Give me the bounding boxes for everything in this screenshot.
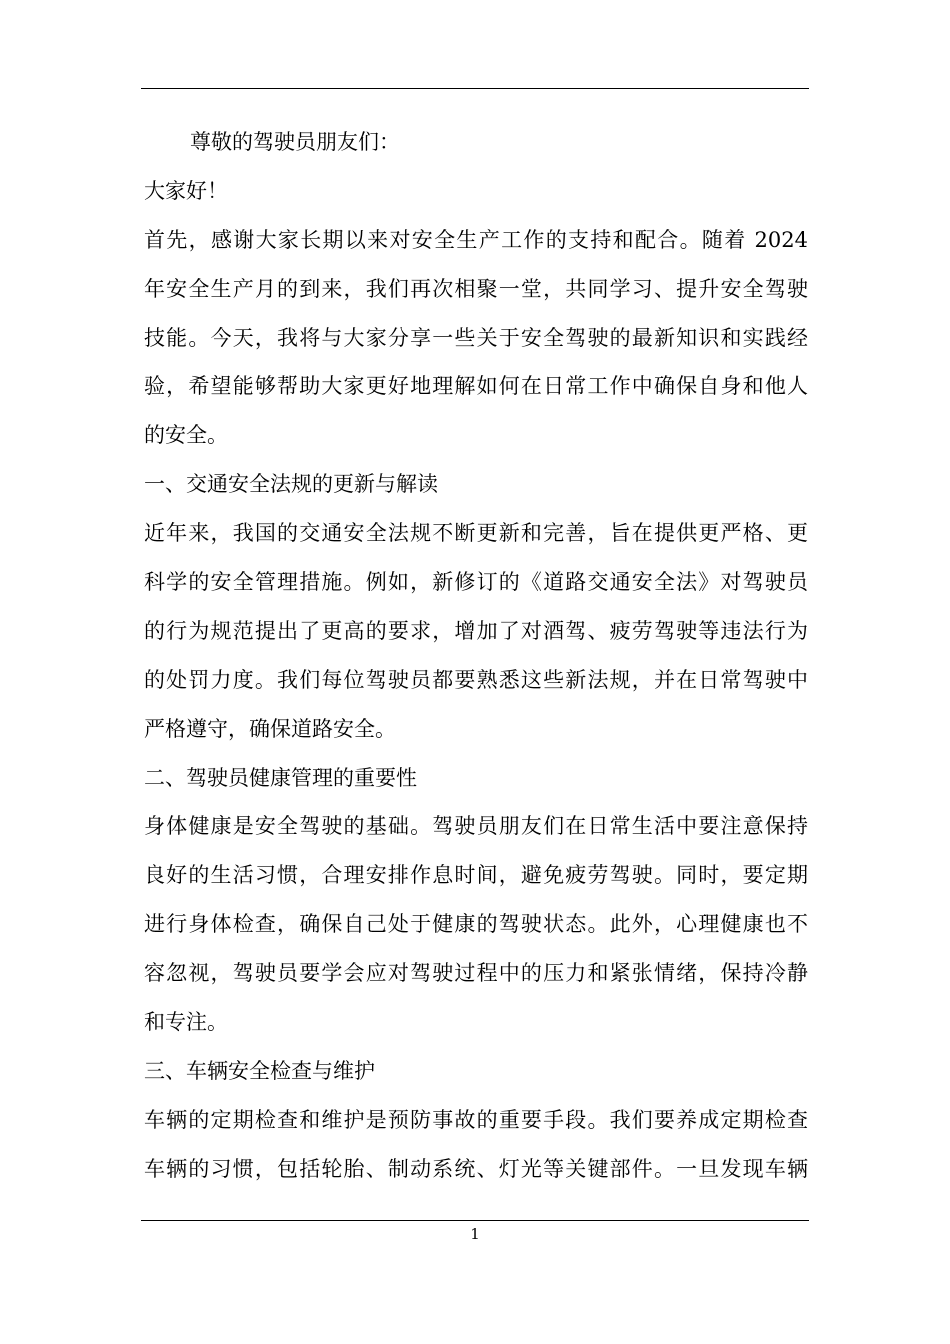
text-line: 科学的安全管理措施。例如，新修订的《道路交通安全法》对驾驶员: [144, 570, 808, 595]
document-body: [144, 118, 808, 1194]
header-rule: [141, 88, 809, 89]
text-line: 年安全生产月的到来，我们再次相聚一堂，共同学习、提升安全驾驶: [144, 276, 808, 301]
text-line: 验，希望能够帮助大家更好地理解如何在日常工作中确保自身和他人: [144, 374, 808, 399]
section-heading: 一、交通安全法规的更新与解读: [144, 472, 438, 497]
text-line: 近年来，我国的交通安全法规不断更新和完善，旨在提供更严格、更: [144, 521, 808, 546]
text-line: 技能。今天，我将与大家分享一些关于安全驾驶的最新知识和实践经: [144, 325, 808, 350]
text-line: 和专注。: [144, 1010, 228, 1035]
text-line: 车辆的定期检查和维护是预防事故的重要手段。我们要养成定期检查: [144, 1107, 808, 1132]
page-number: 1: [470, 1225, 480, 1243]
text-line: 的行为规范提出了更高的要求，增加了对酒驾、疲劳驾驶等违法行为: [144, 618, 808, 643]
text-line: 身体健康是安全驾驶的基础。驾驶员朋友们在日常生活中要注意保持: [144, 814, 808, 839]
text-line: 良好的生活习惯，合理安排作息时间，避免疲劳驾驶。同时，要定期: [144, 863, 808, 888]
text-line: 的安全。: [144, 423, 228, 448]
greeting: 大家好！: [144, 178, 228, 203]
section-heading: 三、车辆安全检查与维护: [144, 1058, 375, 1083]
text-line: 车辆的习惯，包括轮胎、制动系统、灯光等关键部件。一旦发现车辆: [144, 1156, 808, 1181]
text-line: 的处罚力度。我们每位驾驶员都要熟悉这些新法规，并在日常驾驶中: [144, 667, 808, 692]
section-heading: 二、驾驶员健康管理的重要性: [144, 765, 417, 790]
text-line: 容忽视，驾驶员要学会应对驾驶过程中的压力和紧张情绪，保持冷静: [144, 961, 808, 986]
text-line: 进行身体检查，确保自己处于健康的驾驶状态。此外，心理健康也不: [144, 912, 808, 937]
footer-rule: [141, 1220, 809, 1221]
text-line: 首先，感谢大家长期以来对安全生产工作的支持和配合。随着 2024: [144, 227, 808, 252]
salutation: 尊敬的驾驶员朋友们：: [190, 130, 400, 154]
text-line: 严格遵守，确保道路安全。: [144, 716, 396, 741]
